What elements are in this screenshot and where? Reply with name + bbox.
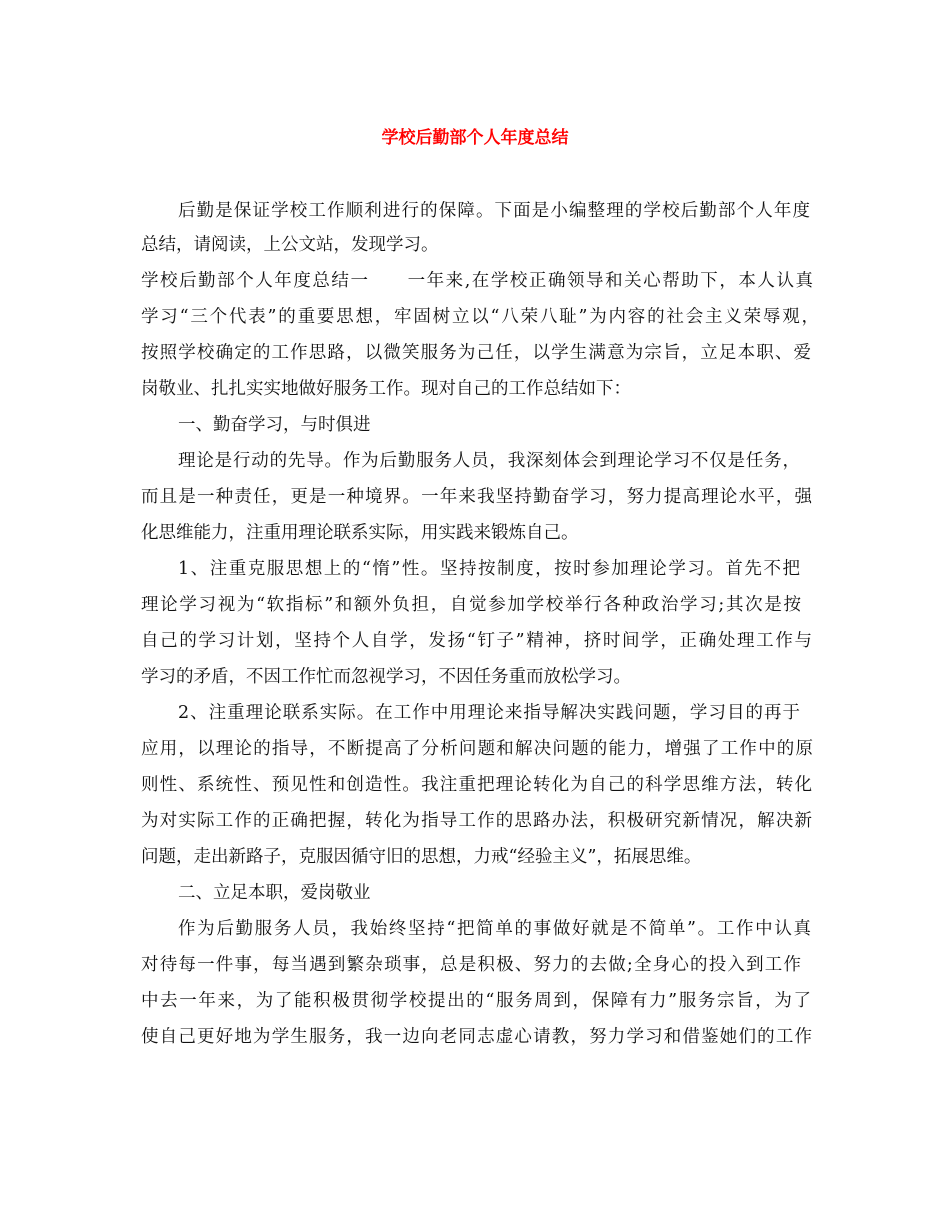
text-line: 而且是一种责任，更是一种境界。一年来我坚持勤奋学习，努力提高理论水平，强 [141,487,812,507]
text-line: 中去一年来，为了能积极贯彻学校提出的“服务周到，保障有力”服务宗旨，为了 [141,991,811,1011]
text-line: 则性、系统性、预见性和创造性。我注重把理论转化为自己的科学思维方法，转化 [141,775,812,795]
text-line: 应用，以理论的指导，不断提高了分析问题和解决问题的能力，增强了工作中的原 [141,739,813,759]
text-line: 按照学校确定的工作思路，以微笑服务为己任，以学生满意为宗旨，立足本职、爱 [141,343,811,363]
text-line: 对待每一件事，每当遇到繁杂琐事，总是积极、努力的去做;全身心的投入到工作 [141,955,801,975]
text-line: 总结，请阅读，上公文站，发现学习。 [141,235,439,255]
text-line: 使自己更好地为学生服务，我一边向老同志虚心请教，努力学习和借鉴她们的工作 [141,1027,812,1047]
text-line: 学习的矛盾，不因工作忙而忽视学习，不因任务重而放松学习。 [141,667,631,687]
text-line: 理论学习视为“软指标”和额外负担，自觉参加学校举行各种政治学习;其次是按 [141,595,801,615]
text-line: 学校后勤部个人年度总结一 一年来,在学校正确领导和关心帮助下，本人认真 [141,271,813,291]
text-line: 为对实际工作的正确把握，转化为指导工作的思路办法，积极研究新情况，解决新 [141,811,812,831]
document-title: 学校后勤部个人年度总结 [381,128,569,148]
text-line: 1、注重克服思想上的“惰”性。坚持按制度，按时参加理论学习。首先不把 [178,559,800,579]
text-line: 后勤是保证学校工作顺利进行的保障。下面是小编整理的学校后勤部个人年度 [178,201,810,221]
section-heading: 一、勤奋学习，与时俱进 [178,415,371,435]
text-line: 自己的学习计划，坚持个人自学，发扬“钉子”精神，挤时间学，正确处理工作与 [141,631,812,651]
text-line: 学习“三个代表”的重要思想，牢固树立以“八荣八耻”为内容的社会主义荣辱观， [141,307,819,327]
text-line: 化思维能力，注重用理论联系实际，用实践来锻炼自己。 [141,523,579,543]
text-line: 作为后勤服务人员，我始终坚持“把简单的事做好就是不简单”。工作中认真 [178,919,811,939]
text-line: 理论是行动的先导。作为后勤服务人员，我深刻体会到理论学习不仅是任务， [178,451,800,471]
section-heading: 二、立足本职，爱岗敬业 [178,883,371,903]
text-line: 问题，走出新路子，克服因循守旧的思想，力戒“经验主义”，拓展思维。 [141,847,702,867]
text-line: 2、注重理论联系实际。在工作中用理论来指导解决实践问题，学习目的再于 [178,703,800,723]
text-line: 岗敬业、扎扎实实地做好服务工作。现对自己的工作总结如下： [141,379,631,399]
